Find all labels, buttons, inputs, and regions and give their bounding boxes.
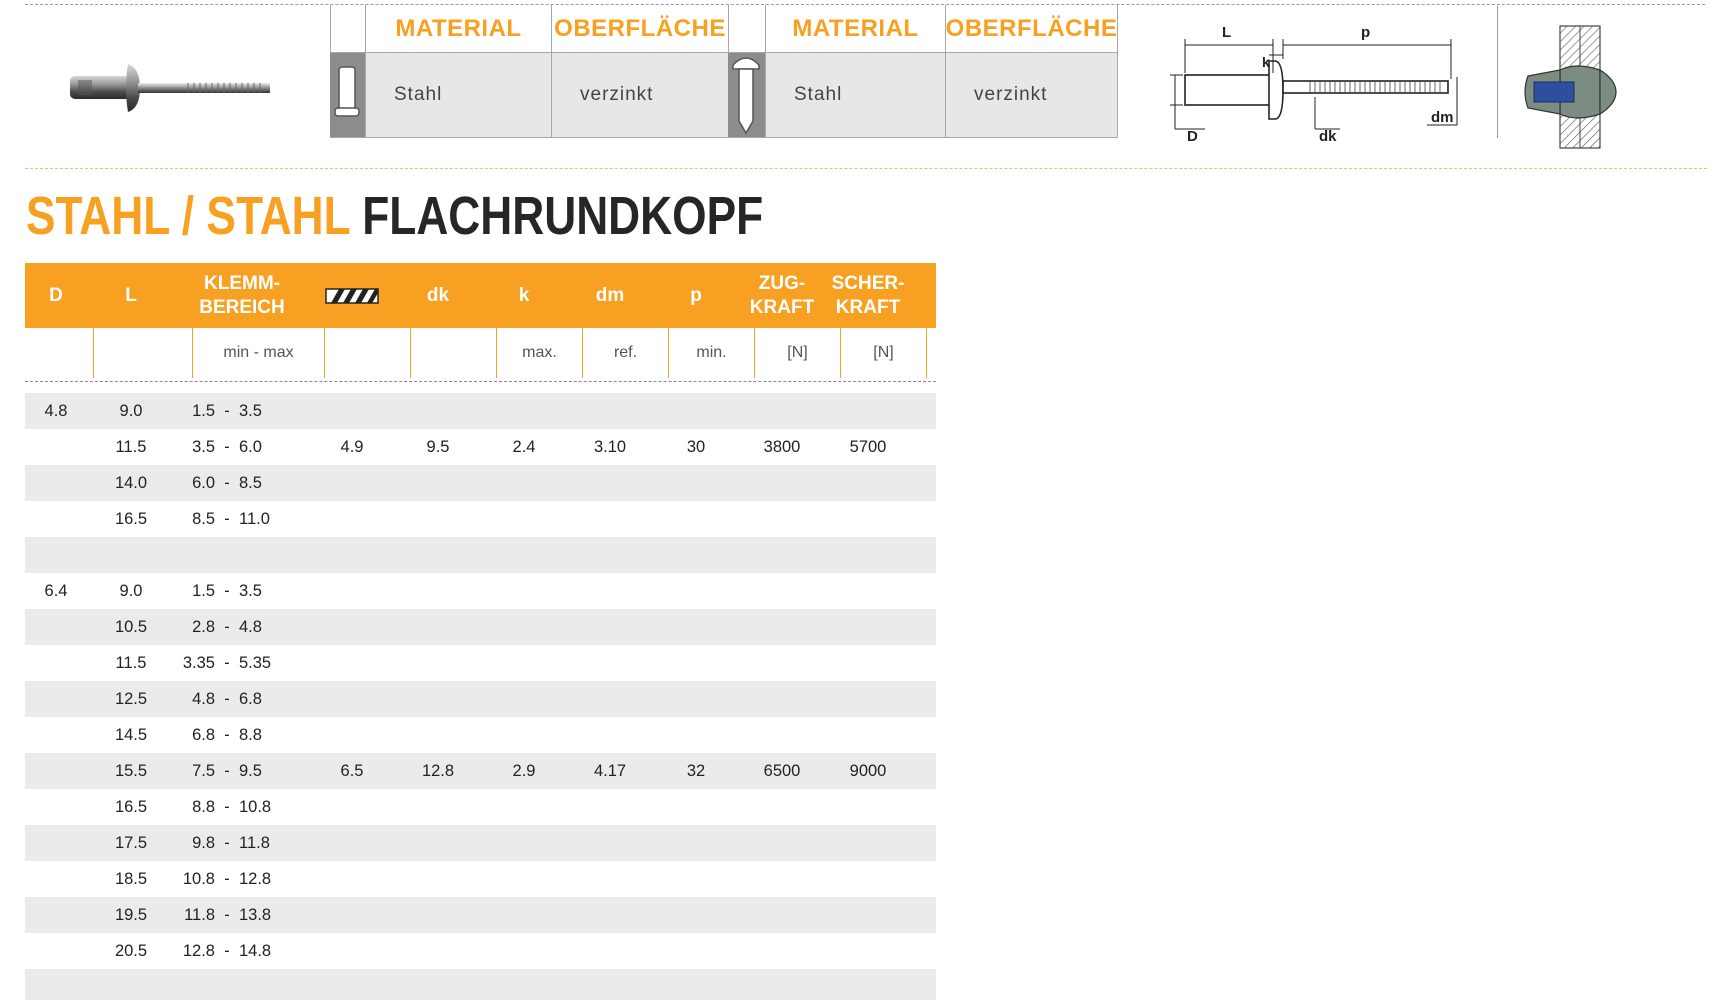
cell-k (481, 573, 567, 609)
cell-p (653, 645, 739, 681)
mandrel-header-spacer (728, 5, 765, 52)
cell-drill (309, 717, 395, 753)
cell-drill (309, 537, 395, 573)
klemm-separator: - (224, 509, 230, 528)
cell-klemm (179, 789, 313, 825)
mandrel-surface-value: verzinkt (945, 52, 1117, 138)
klemm-separator: - (224, 761, 230, 780)
cell-k (481, 969, 567, 1000)
cell-dm (567, 789, 653, 825)
title-material: STAHL / STAHL (26, 186, 350, 246)
klemm-min: 1.5 (192, 401, 215, 420)
cell-scher (825, 573, 911, 609)
cell-zug (739, 393, 825, 429)
table-row (25, 645, 936, 681)
cell-dk (395, 501, 481, 537)
cell-dm (567, 393, 653, 429)
klemm-min: 7.5 (192, 761, 215, 780)
unit-L (94, 328, 193, 378)
table-body (25, 393, 936, 1000)
cell-L (87, 969, 175, 1000)
cell-L: 14.0 (114, 473, 148, 492)
cell-dm: 4.17 (593, 761, 627, 780)
cell-L: 16.5 (114, 509, 148, 528)
cell-scher (825, 393, 911, 429)
sleeve-surface-header: OBERFLÄCHE (551, 5, 728, 52)
unit-dm: ref. (583, 328, 669, 378)
cell-L: 20.5 (114, 941, 148, 960)
klemm-max: 11.8 (239, 833, 270, 852)
klemm-min: 1.5 (192, 581, 215, 600)
cell-zug (739, 861, 825, 897)
diagram-label-p: p (1361, 24, 1371, 41)
mandrel-surface-header: OBERFLÄCHE (945, 5, 1117, 52)
cell-dm (567, 645, 653, 681)
klemm-separator: - (224, 689, 230, 708)
cell-dm (567, 933, 653, 969)
cell-dk (395, 825, 481, 861)
cell-scher (825, 537, 911, 573)
klemm-max: 14.8 (239, 941, 272, 960)
table-row (25, 501, 936, 537)
cell-k (481, 861, 567, 897)
cell-scher: 9000 (849, 761, 887, 780)
cell-p (653, 573, 739, 609)
cell-L: 11.5 (115, 653, 147, 672)
cell-scher: 5700 (849, 437, 887, 456)
cell-dm (567, 717, 653, 753)
blind-rivet-product-image (68, 58, 273, 118)
sleeve-material-header: MATERIAL (365, 5, 551, 52)
klemm-separator: - (224, 833, 230, 852)
diagram-label-D: D (1187, 128, 1198, 145)
unit-klemm: min - max (193, 328, 325, 378)
cell-L: 15.5 (114, 761, 148, 780)
header-scher-line1: SCHER- (831, 272, 905, 294)
cell-p (653, 465, 739, 501)
table-row (25, 681, 936, 717)
cell-p: 32 (686, 761, 706, 780)
cell-dm (567, 537, 653, 573)
cell-scher (825, 681, 911, 717)
cell-klemm (179, 933, 313, 969)
cell-zug (739, 717, 825, 753)
cell-scher (825, 645, 911, 681)
klemm-max: 4.8 (239, 617, 262, 636)
cell-D (25, 429, 87, 465)
cell-scher (825, 825, 911, 861)
mandrel-material-value: Stahl (765, 52, 945, 138)
cell-dk (395, 645, 481, 681)
header-klemm-line1: KLEMM- (204, 272, 280, 294)
table-row (25, 429, 936, 465)
cell-dk (395, 897, 481, 933)
cell-dm (567, 681, 653, 717)
klemm-min: 4.8 (192, 689, 215, 708)
cell-drill (309, 609, 395, 645)
vertical-divider (1497, 6, 1498, 138)
cell-D (25, 681, 87, 717)
cell-zug (739, 789, 825, 825)
cell-p (653, 825, 739, 861)
klemm-min: 10.8 (182, 869, 215, 888)
cell-klemm (179, 897, 313, 933)
cell-D (25, 609, 87, 645)
title-head-type: FLACHRUNDKOPF (362, 186, 764, 246)
cell-klemm (179, 465, 313, 501)
cell-D (25, 825, 87, 861)
unit-drill (325, 328, 411, 378)
klemm-separator: - (224, 869, 230, 888)
cell-L: 9.0 (119, 581, 143, 600)
cell-k (481, 681, 567, 717)
klemm-max: 11.0 (239, 509, 270, 528)
cell-zug (739, 537, 825, 573)
klemm-max: 5.35 (239, 653, 272, 672)
cell-D (25, 861, 87, 897)
cell-drill (309, 465, 395, 501)
cell-L: 17.5 (114, 833, 148, 852)
cell-klemm (179, 537, 313, 573)
cell-klemm (179, 753, 313, 789)
header-zugkraft (739, 263, 825, 328)
cell-dk (395, 681, 481, 717)
unit-p: min. (669, 328, 755, 378)
cell-dk (395, 969, 481, 1000)
cell-dk (395, 393, 481, 429)
cell-k (481, 537, 567, 573)
klemm-max: 3.5 (239, 581, 262, 600)
rivet-mandrel-icon (728, 53, 765, 139)
mandrel-icon-strip (728, 52, 765, 138)
klemm-min: 3.5 (192, 437, 215, 456)
cell-klemm (179, 861, 313, 897)
cell-p (653, 681, 739, 717)
cell-zug (739, 465, 825, 501)
cell-drill (309, 501, 395, 537)
material-grid-right-border (1117, 5, 1118, 138)
cell-D (25, 537, 87, 573)
cell-klemm (179, 825, 313, 861)
header-zug-line1: ZUG- (758, 272, 806, 294)
cell-zug (739, 609, 825, 645)
cell-p (653, 537, 739, 573)
klemm-min: 3.35 (182, 653, 215, 672)
cell-dm (567, 501, 653, 537)
table-row (25, 825, 936, 861)
cell-k (481, 897, 567, 933)
header-dm: dm (595, 284, 625, 306)
cell-zug (739, 897, 825, 933)
klemm-min: 6.8 (192, 725, 215, 744)
cell-klemm (179, 609, 313, 645)
cell-L: 12.5 (114, 689, 148, 708)
cell-zug (739, 969, 825, 1000)
cell-scher (825, 897, 911, 933)
klemm-separator: - (224, 401, 230, 420)
cell-dm (567, 897, 653, 933)
unit-dk (411, 328, 497, 378)
cell-dk (395, 789, 481, 825)
cell-L: 16.5 (114, 797, 148, 816)
unit-zug: [N] (755, 328, 841, 378)
rivet-cross-section-image (1520, 22, 1620, 152)
klemm-max: 3.5 (239, 401, 262, 420)
klemm-max: 6.8 (239, 689, 262, 708)
klemm-max: 8.8 (239, 725, 262, 744)
table-row (25, 537, 936, 573)
cell-dk (395, 573, 481, 609)
table-row (25, 789, 936, 825)
klemm-max: 13.8 (239, 905, 272, 924)
unit-k: max. (497, 328, 583, 378)
section-dashed-divider (25, 168, 1707, 169)
klemm-min: 2.8 (192, 617, 215, 636)
table-header (25, 263, 936, 328)
cell-zug (739, 933, 825, 969)
cell-p (653, 717, 739, 753)
cell-klemm (179, 501, 313, 537)
cell-zug (739, 825, 825, 861)
cell-p (653, 789, 739, 825)
page-title (26, 186, 763, 246)
cell-p (653, 501, 739, 537)
klemm-separator: - (224, 653, 230, 672)
table-row (25, 609, 936, 645)
cell-dk (395, 537, 481, 573)
cell-p: 30 (686, 437, 706, 456)
cell-dm (567, 825, 653, 861)
material-info-grid (330, 5, 1117, 138)
cell-dk (395, 861, 481, 897)
cell-scher (825, 717, 911, 753)
cell-D (25, 969, 87, 1000)
cell-p (653, 969, 739, 1000)
cell-drill (309, 825, 395, 861)
cell-L: 18.5 (114, 869, 148, 888)
cell-scher (825, 969, 911, 1000)
klemm-separator: - (224, 437, 230, 456)
sleeve-header-spacer (330, 5, 365, 52)
klemm-min: 11.8 (184, 905, 215, 924)
table-row (25, 465, 936, 501)
cell-drill (309, 645, 395, 681)
klemm-min: 8.5 (192, 509, 215, 528)
cell-p (653, 393, 739, 429)
cell-dk (395, 609, 481, 645)
klemm-separator: - (224, 797, 230, 816)
cell-L: 9.0 (119, 401, 143, 420)
header-D: D (49, 284, 63, 306)
cell-dk (395, 465, 481, 501)
klemm-separator: - (224, 581, 230, 600)
cell-p (653, 861, 739, 897)
diagram-label-dm: dm (1431, 109, 1454, 126)
header-k: k (518, 284, 530, 306)
unit-scher: [N] (841, 328, 927, 378)
klemm-separator: - (224, 941, 230, 960)
cell-L: 14.5 (114, 725, 148, 744)
klemm-min: 12.8 (182, 941, 215, 960)
cell-drill (309, 681, 395, 717)
cell-p (653, 897, 739, 933)
cell-scher (825, 933, 911, 969)
header-L: L (125, 284, 137, 306)
rivet-dimension-diagram (1165, 15, 1475, 145)
table-row (25, 573, 936, 609)
diagram-label-L: L (1222, 24, 1232, 41)
diagram-label-k: k (1262, 54, 1270, 70)
cell-D (25, 933, 87, 969)
cell-k (481, 825, 567, 861)
klemm-separator: - (224, 617, 230, 636)
cell-k (481, 933, 567, 969)
cell-L: 11.5 (115, 437, 147, 456)
cell-k: 2.4 (512, 437, 536, 456)
cell-zug (739, 645, 825, 681)
cell-drill (309, 897, 395, 933)
table-row (25, 753, 936, 789)
mandrel-material-header: MATERIAL (765, 5, 945, 52)
cell-dm: 3.10 (593, 437, 627, 456)
cell-klemm (179, 969, 313, 1000)
table-row (25, 897, 936, 933)
table-row (25, 717, 936, 753)
table-row (25, 393, 936, 429)
cell-k (481, 789, 567, 825)
klemm-min: 9.8 (192, 833, 215, 852)
cell-D: 6.4 (44, 581, 68, 600)
cell-k (481, 501, 567, 537)
klemm-separator: - (224, 905, 230, 924)
sleeve-surface-value: verzinkt (551, 52, 728, 138)
cell-klemm (179, 645, 313, 681)
klemm-separator: - (224, 725, 230, 744)
cell-k (481, 609, 567, 645)
header-dk: dk (426, 284, 450, 306)
cell-zug (739, 573, 825, 609)
cell-zug: 6500 (763, 761, 801, 780)
cell-dk: 9.5 (426, 437, 450, 456)
cell-D (25, 465, 87, 501)
cell-p (653, 609, 739, 645)
klemm-max: 10.8 (239, 797, 272, 816)
cell-drill (309, 573, 395, 609)
cell-p (653, 933, 739, 969)
sleeve-material-value: Stahl (365, 52, 551, 138)
klemm-max: 8.5 (239, 473, 262, 492)
cell-scher (825, 465, 911, 501)
cell-dk: 12.8 (421, 761, 455, 780)
cell-klemm (179, 717, 313, 753)
header-klemmbereich (175, 263, 309, 328)
cell-scher (825, 609, 911, 645)
table-row (25, 861, 936, 897)
cell-drill (309, 969, 395, 1000)
cell-dm (567, 609, 653, 645)
cell-D (25, 789, 87, 825)
cell-dm (567, 861, 653, 897)
cell-scher (825, 861, 911, 897)
diagram-label-dk: dk (1319, 128, 1337, 145)
cell-drill (309, 933, 395, 969)
cell-D (25, 753, 87, 789)
cell-dk (395, 717, 481, 753)
header-scherkraft (825, 263, 911, 328)
cell-D (25, 717, 87, 753)
cell-dk (395, 933, 481, 969)
cell-drill (309, 861, 395, 897)
table-units-row (25, 328, 936, 382)
sleeve-icon-strip (330, 52, 365, 138)
cell-D (25, 645, 87, 681)
spec-table (25, 263, 936, 1000)
klemm-max: 6.0 (239, 437, 262, 456)
cell-zug: 3800 (763, 437, 801, 456)
table-row (25, 969, 936, 1000)
cell-drill: 6.5 (340, 761, 364, 780)
header-klemm-line2: BEREICH (199, 296, 285, 318)
cell-zug (739, 501, 825, 537)
klemm-min: 8.8 (192, 797, 215, 816)
cell-dm (567, 465, 653, 501)
cell-klemm (179, 681, 313, 717)
cell-dm (567, 969, 653, 1000)
cell-L (87, 537, 175, 573)
cell-drill (309, 393, 395, 429)
klemm-min: 6.0 (192, 473, 215, 492)
cell-klemm (179, 393, 313, 429)
cell-L: 19.5 (114, 905, 148, 924)
cell-k (481, 465, 567, 501)
cell-k: 2.9 (512, 761, 536, 780)
drill-bit-icon (325, 287, 379, 305)
cell-drill (309, 789, 395, 825)
cell-drill: 4.9 (340, 437, 364, 456)
cell-zug (739, 681, 825, 717)
header-p: p (690, 284, 702, 306)
klemm-max: 12.8 (239, 869, 272, 888)
klemm-max: 9.5 (239, 761, 262, 780)
cell-D (25, 897, 87, 933)
cell-D: 4.8 (44, 401, 68, 420)
table-row (25, 933, 936, 969)
cell-scher (825, 501, 911, 537)
cell-klemm (179, 429, 313, 465)
cell-L: 10.5 (114, 617, 148, 636)
cell-dm (567, 573, 653, 609)
cell-scher (825, 789, 911, 825)
cell-klemm (179, 573, 313, 609)
rivet-sleeve-icon (330, 53, 365, 139)
header-drill (309, 263, 395, 328)
cell-k (481, 717, 567, 753)
unit-D (25, 328, 94, 378)
cell-k (481, 645, 567, 681)
header-zug-line2: KRAFT (749, 296, 815, 318)
cell-D (25, 501, 87, 537)
cell-k (481, 393, 567, 429)
klemm-separator: - (224, 473, 230, 492)
header-scher-line2: KRAFT (835, 296, 901, 318)
